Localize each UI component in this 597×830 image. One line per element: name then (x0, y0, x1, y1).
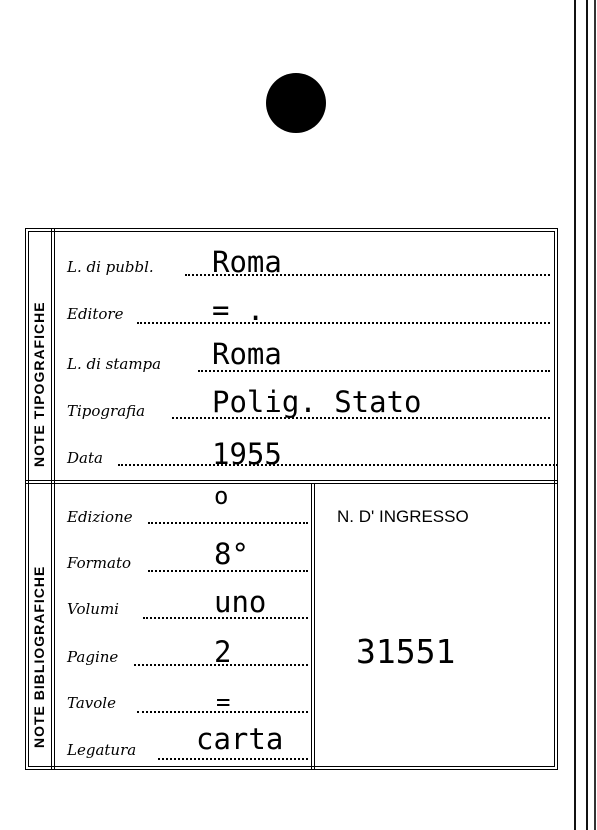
label-volumes: Volumi (67, 600, 119, 618)
label-pages: Pagine (67, 648, 119, 666)
ingresso-divider (311, 484, 315, 770)
ingresso-number: 31551 (356, 632, 456, 671)
value-plates: = (216, 688, 231, 716)
label-printer: Tipografia (67, 402, 146, 420)
value-volumes: uno (214, 585, 267, 619)
dotted-line (158, 758, 308, 760)
dotted-line (137, 322, 550, 324)
value-date: 1955 (212, 437, 282, 471)
label-edition: Edizione (67, 508, 133, 526)
dotted-line (148, 522, 308, 524)
label-binding: Legatura (67, 741, 137, 759)
card-edge-line (574, 0, 576, 830)
dotted-line (118, 464, 558, 466)
card-edge-line (586, 0, 588, 830)
section-label-typographic: NOTE TIPOGRAFICHE (31, 301, 47, 467)
label-place-printing: L. di stampa (67, 355, 162, 373)
value-publisher: = . (212, 293, 265, 327)
side-column-divider (51, 228, 55, 770)
value-pages: 2 (214, 635, 232, 669)
value-binding: carta (196, 722, 284, 756)
punch-hole (266, 73, 326, 133)
label-date: Data (67, 449, 103, 467)
label-place-publication: L. di pubbl. (67, 258, 154, 276)
label-publisher: Editore (67, 305, 124, 323)
value-printer: Polig. Stato (212, 385, 422, 419)
value-place-publication: Roma (212, 245, 282, 279)
value-edition: o (214, 482, 229, 510)
value-place-printing: Roma (212, 337, 282, 371)
ingresso-label: N. D' INGRESSO (337, 507, 469, 526)
label-plates: Tavole (67, 694, 116, 712)
value-format: 8° (214, 537, 249, 571)
label-format: Formato (67, 554, 132, 572)
section-label-bibliographic: NOTE BIBLIOGRAFICHE (31, 565, 47, 748)
section-divider (25, 480, 558, 484)
card-edge-line (594, 0, 596, 830)
